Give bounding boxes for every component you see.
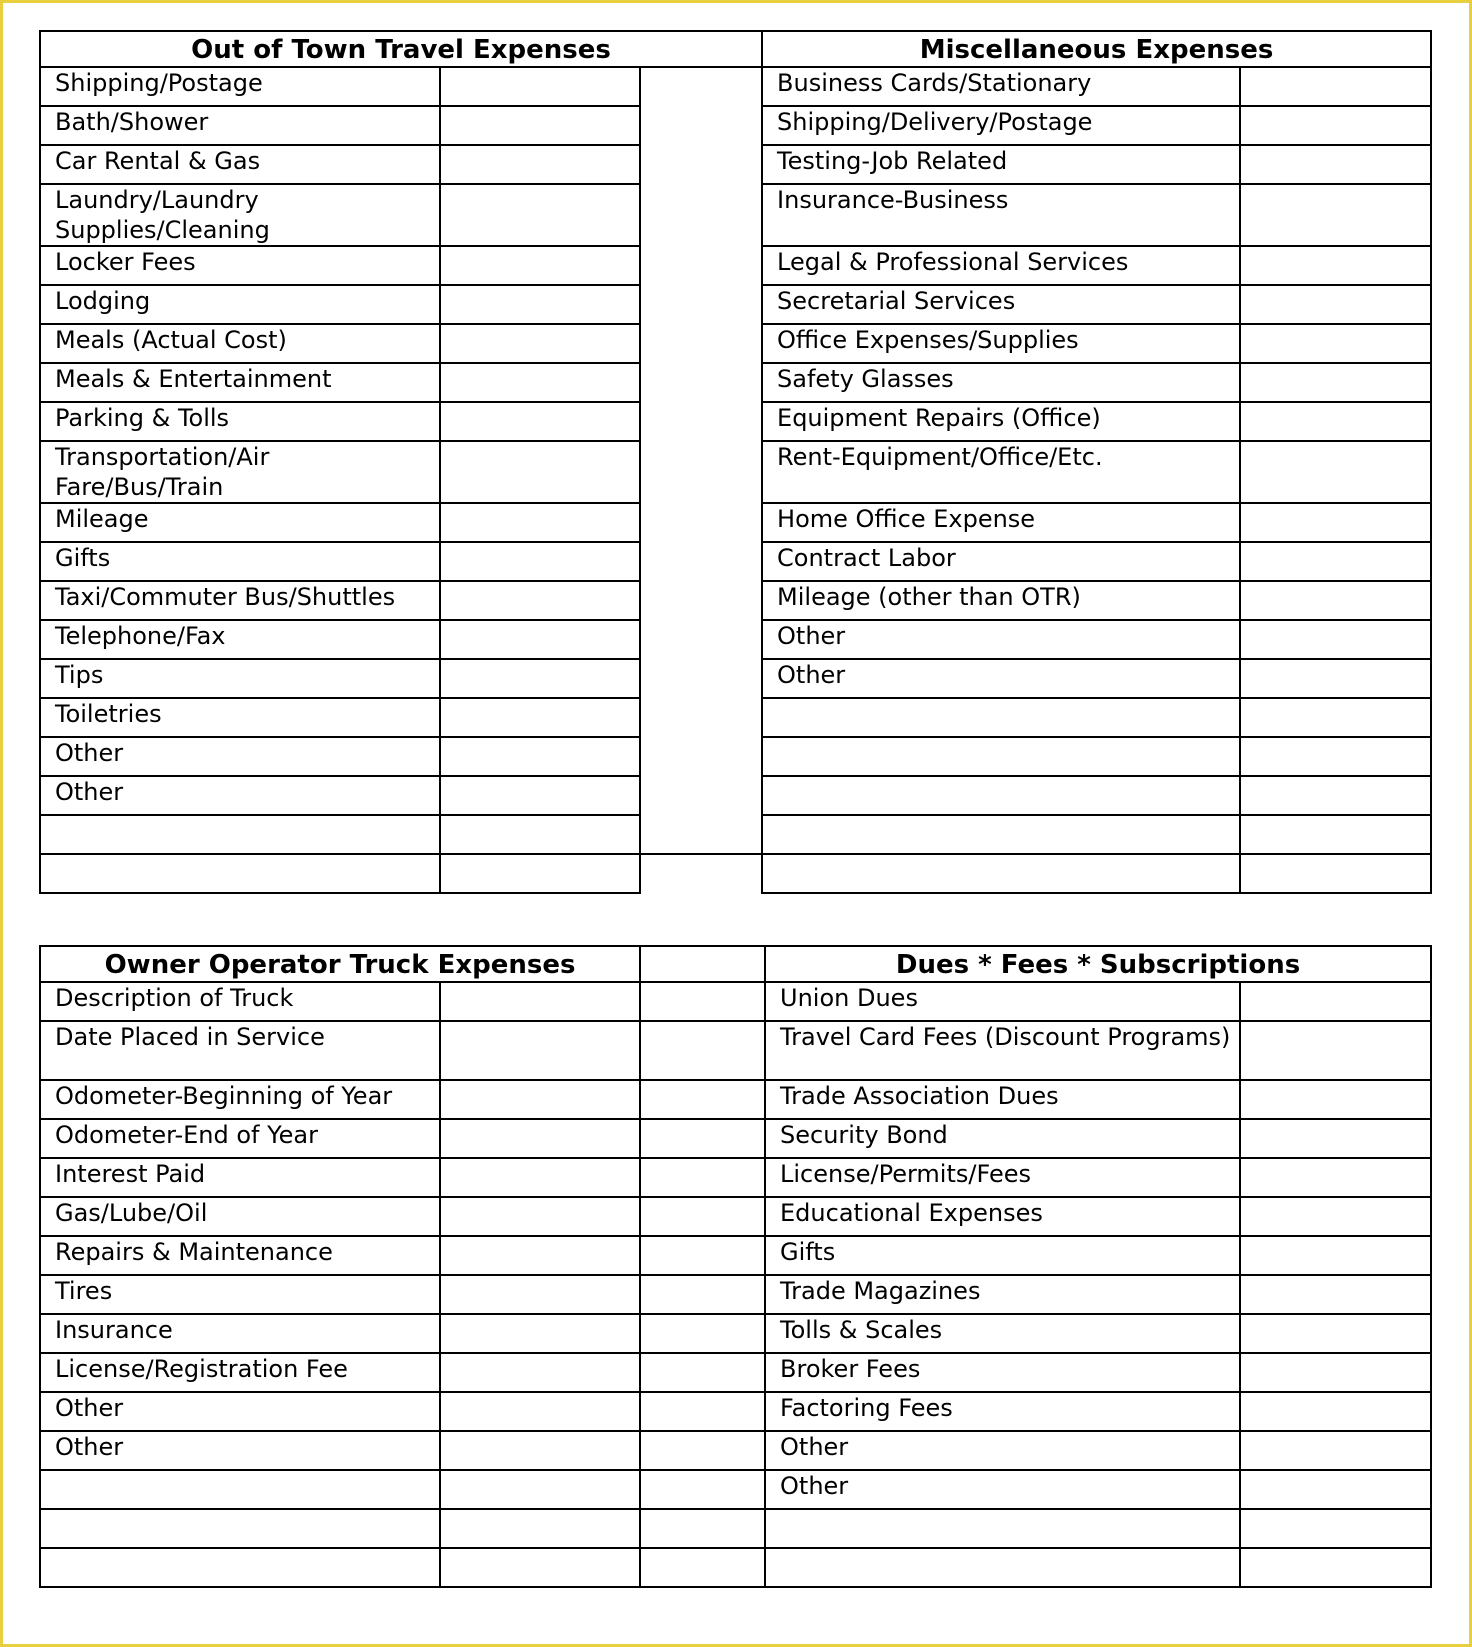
truck-extra-field[interactable] (640, 1431, 765, 1470)
table-row (40, 1158, 1431, 1197)
misc-amount-field[interactable] (1240, 698, 1431, 737)
truck-amount-field[interactable] (440, 1392, 640, 1431)
table-row (40, 1236, 1431, 1275)
travel-item-car-rental-gas: Car Rental & Gas (40, 145, 440, 184)
dues-item-other: Other (765, 1470, 1240, 1509)
travel-amount-field[interactable] (440, 620, 640, 659)
dues-amount-field[interactable] (1240, 1353, 1431, 1392)
travel-amount-field[interactable] (440, 503, 640, 542)
bottom-expense-table (39, 945, 1432, 1588)
truck-item-odometer-beginning-of-year: Odometer-Beginning of Year (40, 1080, 440, 1119)
truck-item-other: Other (40, 1431, 440, 1470)
misc-item-mileage-other-than-otr: Mileage (other than OTR) (762, 581, 1240, 620)
table-row (40, 1392, 1431, 1431)
table-row (40, 1314, 1431, 1353)
dues-item-union-dues: Union Dues (765, 982, 1240, 1021)
truck-amount-field[interactable] (440, 1119, 640, 1158)
truck-item-repairs-maintenance: Repairs & Maintenance (40, 1236, 440, 1275)
travel-item-gifts: Gifts (40, 542, 440, 581)
truck-extra-field[interactable] (640, 1080, 765, 1119)
dues-amount-field[interactable] (1240, 1431, 1431, 1470)
dues-item-trade-magazines: Trade Magazines (765, 1275, 1240, 1314)
misc-item-contract-labor: Contract Labor (762, 542, 1240, 581)
dues-amount-field[interactable] (1240, 982, 1431, 1021)
truck-extra-field[interactable] (640, 1236, 765, 1275)
misc-amount-field[interactable] (1240, 402, 1431, 441)
truck-amount-field[interactable] (440, 982, 640, 1021)
table-row (40, 854, 1431, 893)
truck-extra-field[interactable] (640, 1158, 765, 1197)
misc-amount-field[interactable] (1240, 737, 1431, 776)
table-row (40, 1119, 1431, 1158)
top-header-row (40, 31, 1431, 67)
travel-item-other: Other (40, 776, 440, 815)
table-row (40, 1021, 1431, 1080)
truck-amount-field[interactable] (440, 1275, 640, 1314)
dues-item-blank (765, 1509, 1240, 1548)
truck-amount-field[interactable] (440, 1080, 640, 1119)
dues-item-other: Other (765, 1431, 1240, 1470)
truck-section-title: Owner Operator Truck Expenses (40, 946, 640, 982)
truck-amount-field[interactable] (440, 1509, 640, 1548)
misc-item-rent-equipment-office-etc: Rent-Equipment/Office/Etc. (762, 441, 1240, 503)
dues-item-gifts: Gifts (765, 1236, 1240, 1275)
center-spacer-column (640, 67, 762, 854)
truck-amount-field[interactable] (440, 1548, 640, 1587)
travel-amount-field[interactable] (440, 184, 640, 246)
travel-amount-field[interactable] (440, 854, 640, 893)
misc-amount-field[interactable] (1240, 854, 1431, 893)
truck-extra-field[interactable] (640, 1509, 765, 1548)
misc-item-blank (762, 737, 1240, 776)
misc-amount-field[interactable] (1240, 659, 1431, 698)
travel-item-meals-actual-cost: Meals (Actual Cost) (40, 324, 440, 363)
truck-item-odometer-end-of-year: Odometer-End of Year (40, 1119, 440, 1158)
misc-item-equipment-repairs-office: Equipment Repairs (Office) (762, 402, 1240, 441)
truck-item-blank (40, 1470, 440, 1509)
travel-amount-field[interactable] (440, 581, 640, 620)
dues-amount-field[interactable] (1240, 1509, 1431, 1548)
table-row (40, 67, 1431, 106)
truck-amount-field[interactable] (440, 1197, 640, 1236)
truck-extra-field[interactable] (640, 1119, 765, 1158)
misc-amount-field[interactable] (1240, 106, 1431, 145)
travel-amount-field[interactable] (440, 542, 640, 581)
travel-amount-field[interactable] (440, 402, 640, 441)
misc-amount-field[interactable] (1240, 363, 1431, 402)
travel-item-transportation-air-fare-bus-train: Transportation/Air Fare/Bus/Train (40, 441, 440, 503)
travel-item-shipping-postage: Shipping/Postage (40, 67, 440, 106)
misc-amount-field[interactable] (1240, 503, 1431, 542)
dues-item-factoring-fees: Factoring Fees (765, 1392, 1240, 1431)
misc-item-shipping-delivery-postage: Shipping/Delivery/Postage (762, 106, 1240, 145)
truck-item-blank (40, 1509, 440, 1548)
truck-item-blank (40, 1548, 440, 1587)
misc-item-blank (762, 698, 1240, 737)
truck-item-tires: Tires (40, 1275, 440, 1314)
dues-item-trade-association-dues: Trade Association Dues (765, 1080, 1240, 1119)
dues-item-license-permits-fees: License/Permits/Fees (765, 1158, 1240, 1197)
travel-item-locker-fees: Locker Fees (40, 246, 440, 285)
travel-amount-field[interactable] (440, 776, 640, 815)
dues-item-blank (765, 1548, 1240, 1587)
dues-item-travel-card-fees-discount-programs: Travel Card Fees (Discount Programs) (765, 1021, 1240, 1080)
travel-amount-field[interactable] (440, 145, 640, 184)
dues-amount-field[interactable] (1240, 1158, 1431, 1197)
misc-amount-field[interactable] (1240, 324, 1431, 363)
table-row (40, 1275, 1431, 1314)
travel-amount-field[interactable] (440, 815, 640, 854)
misc-amount-field[interactable] (1240, 776, 1431, 815)
misc-item-blank (762, 815, 1240, 854)
misc-amount-field[interactable] (1240, 581, 1431, 620)
dues-amount-field[interactable] (1240, 1021, 1431, 1080)
dues-amount-field[interactable] (1240, 1470, 1431, 1509)
misc-item-other: Other (762, 620, 1240, 659)
misc-item-blank (762, 854, 1240, 893)
table-row (40, 1548, 1431, 1587)
truck-amount-field[interactable] (440, 1470, 640, 1509)
travel-amount-field[interactable] (440, 698, 640, 737)
travel-item-laundry-laundry-supplies-cleaning: Laundry/Laundry Supplies/Cleaning (40, 184, 440, 246)
misc-amount-field[interactable] (1240, 815, 1431, 854)
truck-extra-field[interactable] (640, 1314, 765, 1353)
travel-amount-field[interactable] (440, 441, 640, 503)
travel-item-mileage: Mileage (40, 503, 440, 542)
dues-item-tolls-scales: Tolls & Scales (765, 1314, 1240, 1353)
truck-item-gas-lube-oil: Gas/Lube/Oil (40, 1197, 440, 1236)
travel-item-other: Other (40, 737, 440, 776)
travel-amount-field[interactable] (440, 106, 640, 145)
truck-extra-field[interactable] (640, 1353, 765, 1392)
misc-item-insurance-business: Insurance-Business (762, 184, 1240, 246)
truck-extra-field[interactable] (640, 1275, 765, 1314)
truck-item-description-of-truck: Description of Truck (40, 982, 440, 1021)
dues-section-title: Dues * Fees * Subscriptions (765, 946, 1431, 982)
truck-amount-field[interactable] (440, 1236, 640, 1275)
dues-amount-field[interactable] (1240, 1314, 1431, 1353)
travel-item-blank (40, 815, 440, 854)
travel-amount-field[interactable] (440, 659, 640, 698)
misc-item-legal-professional-services: Legal & Professional Services (762, 246, 1240, 285)
truck-item-interest-paid: Interest Paid (40, 1158, 440, 1197)
truck-amount-field[interactable] (440, 1314, 640, 1353)
misc-section-title: Miscellaneous Expenses (762, 31, 1431, 67)
misc-item-business-cards-stationary: Business Cards/Stationary (762, 67, 1240, 106)
bottom-header-row (40, 946, 1431, 982)
travel-item-toiletries: Toiletries (40, 698, 440, 737)
travel-item-blank (40, 854, 440, 893)
truck-item-other: Other (40, 1392, 440, 1431)
table-row (40, 1197, 1431, 1236)
table-row (40, 1353, 1431, 1392)
misc-amount-field[interactable] (1240, 441, 1431, 503)
expense-worksheet (3, 3, 1469, 1644)
misc-amount-field[interactable] (1240, 184, 1431, 246)
table-row (40, 1080, 1431, 1119)
travel-item-tips: Tips (40, 659, 440, 698)
misc-amount-field[interactable] (1240, 246, 1431, 285)
truck-amount-field[interactable] (440, 1431, 640, 1470)
truck-amount-field[interactable] (440, 1353, 640, 1392)
misc-amount-field[interactable] (1240, 542, 1431, 581)
truck-item-insurance: Insurance (40, 1314, 440, 1353)
dues-amount-field[interactable] (1240, 1080, 1431, 1119)
travel-item-bath-shower: Bath/Shower (40, 106, 440, 145)
travel-amount-field[interactable] (440, 67, 640, 106)
misc-item-home-office-expense: Home Office Expense (762, 503, 1240, 542)
truck-item-license-registration-fee: License/Registration Fee (40, 1353, 440, 1392)
truck-extra-field[interactable] (640, 982, 765, 1021)
misc-item-office-expenses-supplies: Office Expenses/Supplies (762, 324, 1240, 363)
misc-item-safety-glasses: Safety Glasses (762, 363, 1240, 402)
table-row (40, 1509, 1431, 1548)
dues-amount-field[interactable] (1240, 1236, 1431, 1275)
travel-amount-field[interactable] (440, 737, 640, 776)
dues-amount-field[interactable] (1240, 1392, 1431, 1431)
misc-amount-field[interactable] (1240, 285, 1431, 324)
truck-extra-field[interactable] (640, 1021, 765, 1080)
travel-item-parking-tolls: Parking & Tolls (40, 402, 440, 441)
misc-item-other: Other (762, 659, 1240, 698)
travel-item-taxi-commuter-bus-shuttles: Taxi/Commuter Bus/Shuttles (40, 581, 440, 620)
dues-item-security-bond: Security Bond (765, 1119, 1240, 1158)
misc-amount-field[interactable] (1240, 620, 1431, 659)
table-row (40, 1470, 1431, 1509)
travel-item-lodging: Lodging (40, 285, 440, 324)
dues-amount-field[interactable] (1240, 1197, 1431, 1236)
misc-item-blank (762, 776, 1240, 815)
table-row (40, 982, 1431, 1021)
misc-item-testing-job-related: Testing-Job Related (762, 145, 1240, 184)
dues-item-educational-expenses: Educational Expenses (765, 1197, 1240, 1236)
truck-extra-field[interactable] (640, 1197, 765, 1236)
table-row (40, 1431, 1431, 1470)
travel-amount-field[interactable] (440, 363, 640, 402)
travel-item-telephone-fax: Telephone/Fax (40, 620, 440, 659)
truck-item-date-placed-in-service: Date Placed in Service (40, 1021, 440, 1080)
dues-item-broker-fees: Broker Fees (765, 1353, 1240, 1392)
travel-amount-field[interactable] (440, 246, 640, 285)
misc-amount-field[interactable] (1240, 67, 1431, 106)
travel-amount-field[interactable] (440, 285, 640, 324)
dues-amount-field[interactable] (1240, 1119, 1431, 1158)
misc-item-secretarial-services: Secretarial Services (762, 285, 1240, 324)
top-expense-table (39, 30, 1432, 894)
dues-amount-field[interactable] (1240, 1275, 1431, 1314)
truck-header-spacer (640, 946, 765, 982)
truck-amount-field[interactable] (440, 1021, 640, 1080)
travel-amount-field[interactable] (440, 324, 640, 363)
truck-extra-field[interactable] (640, 1548, 765, 1587)
misc-amount-field[interactable] (1240, 145, 1431, 184)
truck-extra-field[interactable] (640, 1392, 765, 1431)
center-spacer-cell (640, 854, 762, 893)
truck-extra-field[interactable] (640, 1470, 765, 1509)
travel-section-title: Out of Town Travel Expenses (40, 31, 762, 67)
dues-amount-field[interactable] (1240, 1548, 1431, 1587)
travel-item-meals-entertainment: Meals & Entertainment (40, 363, 440, 402)
truck-amount-field[interactable] (440, 1158, 640, 1197)
